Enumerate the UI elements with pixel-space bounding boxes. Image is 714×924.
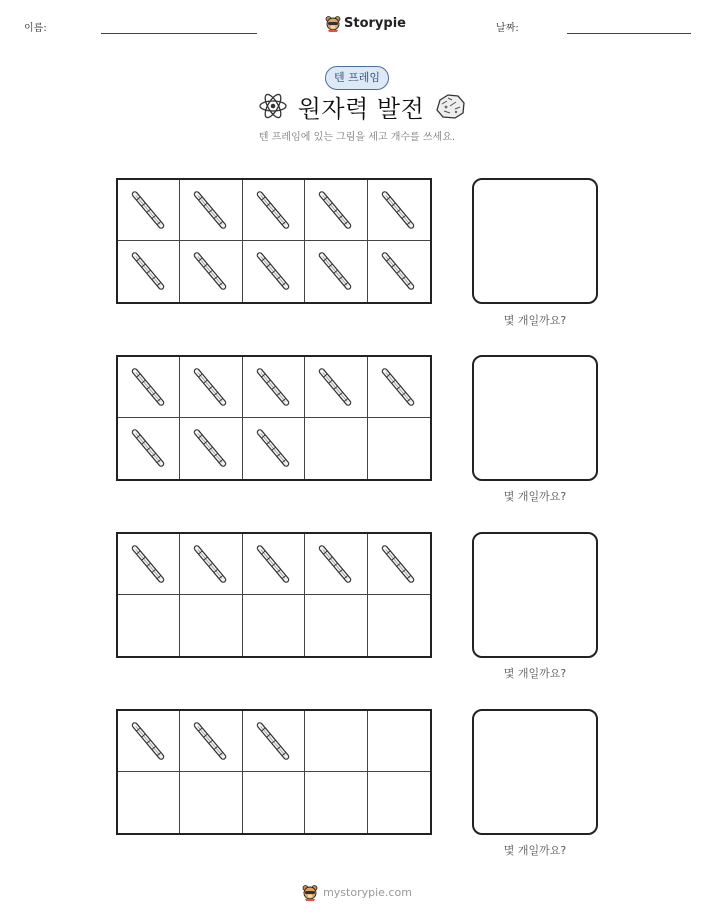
page-title <box>257 86 467 126</box>
answer-box-1[interactable] <box>472 178 598 304</box>
date-label: 날짜: <box>496 23 519 34</box>
ten-frame-cell <box>180 711 242 772</box>
fuel-rod-icon <box>377 540 419 588</box>
ten-frame-cell <box>243 418 305 479</box>
fuel-rod-icon <box>189 424 231 472</box>
ten-frame-cell <box>368 418 430 479</box>
ten-frame-cell <box>118 180 180 241</box>
ten-frame-cell <box>180 357 242 418</box>
worksheet-type-badge: 텐 프레임 <box>325 66 389 90</box>
ten-frame-3 <box>116 532 432 658</box>
fuel-rod-icon <box>314 186 356 234</box>
ten-frame-4 <box>116 709 432 835</box>
ten-frame-cell <box>243 241 305 302</box>
question-label-2: 몇 개일까요? <box>503 490 567 503</box>
ten-frame-cell <box>118 534 180 595</box>
ten-frame-cell <box>368 772 430 833</box>
fuel-rod-icon <box>189 186 231 234</box>
ten-frame-cell <box>118 711 180 772</box>
ten-frame-cell <box>305 241 367 302</box>
ten-frame-cell <box>305 418 367 479</box>
fuel-rod-icon <box>127 247 169 295</box>
name-label: 이름: <box>24 23 47 34</box>
fuel-rod-icon <box>314 247 356 295</box>
ten-frame-cell <box>118 357 180 418</box>
fuel-rod-icon <box>377 363 419 411</box>
atom-icon <box>258 91 288 121</box>
fuel-rod-icon <box>252 247 294 295</box>
fuel-rod-icon <box>189 717 231 765</box>
brand-name: Storypie <box>344 15 406 31</box>
answer-box-3[interactable] <box>472 532 598 658</box>
fuel-rod-icon <box>127 424 169 472</box>
title-text: 원자력 발전 <box>297 94 425 123</box>
ten-frame-cell <box>305 595 367 656</box>
question-label-3: 몇 개일까요? <box>503 667 567 680</box>
ten-frame-cell <box>305 711 367 772</box>
ten-frame-cell <box>305 534 367 595</box>
brand-logo <box>325 13 406 33</box>
question-label-4: 몇 개일까요? <box>503 844 567 857</box>
ten-frame-cell <box>368 595 430 656</box>
fuel-rod-icon <box>252 186 294 234</box>
fuel-rod-icon <box>252 540 294 588</box>
fuel-rod-icon <box>127 186 169 234</box>
ten-frame-cell <box>243 534 305 595</box>
ten-frame-cell <box>305 180 367 241</box>
fuel-rod-icon <box>314 363 356 411</box>
fuel-rod-icon <box>127 540 169 588</box>
name-line[interactable] <box>101 33 257 34</box>
fuel-rod-icon <box>189 247 231 295</box>
bear-mascot-icon <box>325 15 341 32</box>
fuel-rod-icon <box>189 540 231 588</box>
fuel-rod-icon <box>127 717 169 765</box>
ten-frame-cell <box>118 595 180 656</box>
instruction-text: 텐 프레임에 있는 그림을 세고 개수를 쓰세요. <box>258 132 456 143</box>
ten-frame-cell <box>243 180 305 241</box>
fuel-rod-icon <box>314 540 356 588</box>
ten-frame-cell <box>180 772 242 833</box>
ten-frame-cell <box>368 357 430 418</box>
ten-frame-cell <box>180 534 242 595</box>
ten-frame-cell <box>368 711 430 772</box>
ten-frame-cell <box>243 357 305 418</box>
ten-frame-cell <box>180 241 242 302</box>
fuel-rod-icon <box>377 186 419 234</box>
ten-frame-cell <box>118 418 180 479</box>
bear-mascot-icon <box>302 884 318 901</box>
fuel-rod-icon <box>252 717 294 765</box>
ten-frame-cell <box>305 357 367 418</box>
ten-frame-cell <box>243 595 305 656</box>
ten-frame-cell <box>180 418 242 479</box>
fuel-rod-icon <box>189 363 231 411</box>
ten-frame-1 <box>116 178 432 304</box>
date-line[interactable] <box>567 33 691 34</box>
ten-frame-cell <box>305 772 367 833</box>
ten-frame-cell <box>243 772 305 833</box>
footer <box>0 884 714 901</box>
fuel-rod-icon <box>252 363 294 411</box>
question-label-1: 몇 개일까요? <box>503 314 567 327</box>
fuel-rod-icon <box>127 363 169 411</box>
ten-frame-cell <box>118 241 180 302</box>
ten-frame-cell <box>180 595 242 656</box>
uranium-rock-icon <box>434 92 466 120</box>
footer-url: mystorypie.com <box>323 886 412 899</box>
fuel-rod-icon <box>252 424 294 472</box>
ten-frame-cell <box>368 180 430 241</box>
answer-box-2[interactable] <box>472 355 598 481</box>
ten-frame-cell <box>118 772 180 833</box>
ten-frame-cell <box>368 534 430 595</box>
answer-box-4[interactable] <box>472 709 598 835</box>
ten-frame-cell <box>368 241 430 302</box>
ten-frame-2 <box>116 355 432 481</box>
fuel-rod-icon <box>377 247 419 295</box>
ten-frame-cell <box>243 711 305 772</box>
ten-frame-cell <box>180 180 242 241</box>
